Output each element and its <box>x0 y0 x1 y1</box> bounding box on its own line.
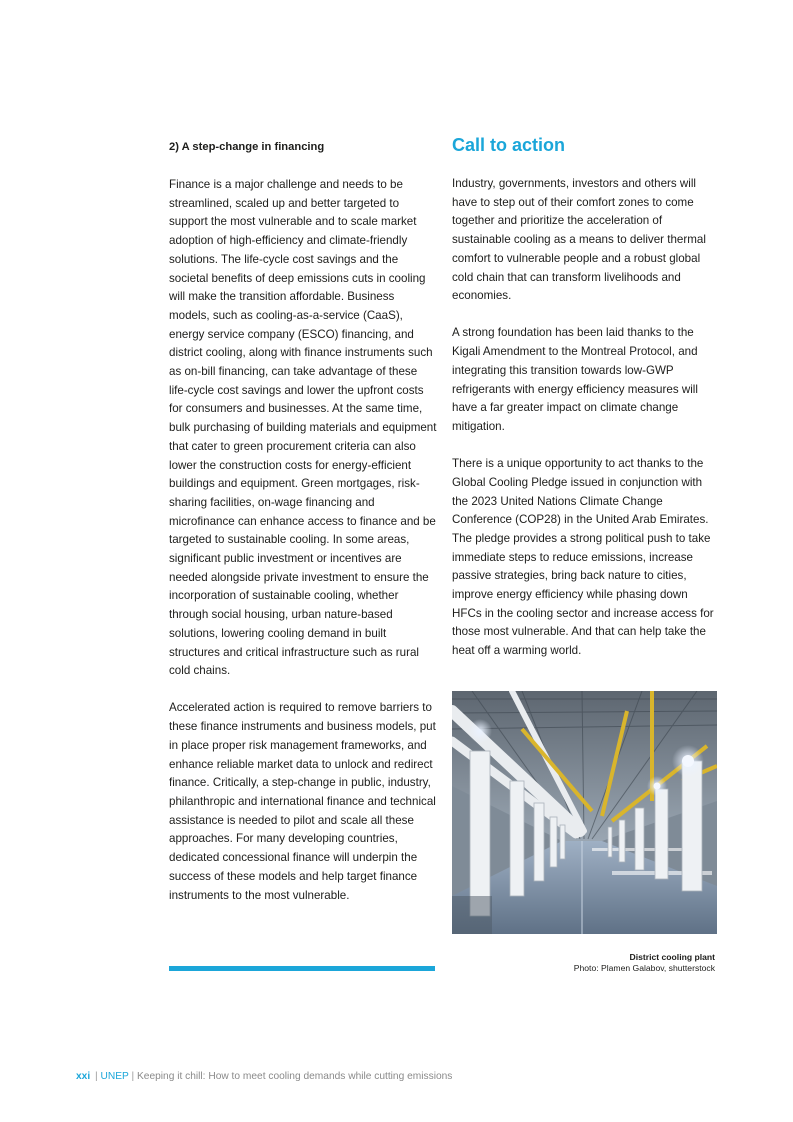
footer-separator: | <box>131 1071 135 1082</box>
page-footer <box>76 1071 452 1082</box>
left-column <box>169 138 437 905</box>
caption-credit: Photo: Plamen Galabov, shutterstock <box>573 963 715 973</box>
cta-paragraph-3: There is a unique opportunity to act thanks to the Global Cooling Pledge issued in conjunction with the 2023 United Nations Climate Change Conference (COP28) in the United Arab Emirates. The pledge provides a strong political push to take immediate steps to reduce emissions, increase passive strategies, bring back nature to cities, improve energy efficiency while phasing down HFCs in the cooling sector and increase access for those most vulnerable. And that can help take the heat off a warming world. <box>452 457 714 658</box>
photo-caption <box>452 952 715 974</box>
page-number: xxi <box>76 1071 91 1082</box>
accent-rule <box>169 966 435 971</box>
district-cooling-plant-photo <box>452 691 717 934</box>
call-to-action-heading: Call to action <box>452 135 566 155</box>
footer-org: UNEP <box>100 1071 129 1082</box>
cooling-plant-illustration <box>452 691 717 934</box>
footer-report-title: Keeping it chill: How to meet cooling demands while cutting emissions <box>136 1071 453 1082</box>
caption-title: District cooling plant <box>629 952 715 962</box>
financing-paragraph-1: Finance is a major challenge and needs to be streamlined, scaled up and better targeted to support the most vulnerable and to scale market adoption of high-efficiency and climate-friendly solutions. The life-cycle cost savings and the societal benefits of deep emissions cuts in cooling will make the transition affordable. Business models, such as cooling-as-a-service (CaaS), energy service company (ESCO) financing, and district cooling, along with finance instruments such as on-bill financing, can take advantage of these life-cycle cost savings and lower the upfront costs for consumers and businesses. At the same time, bulk purchasing of building materials and equipment that cater to green procurement criteria can also lower the construction costs for energy-efficient buildings and equipment. Green mortgages, risk-sharing facilities, on-wage financing and microfinance can enhance access to finance and be targeted to sustainable cooling. In some areas, significant public investment or incentives are needed alongside private investment to ensure the incorporation of sustainable cooling, whether through social housing, urban nature-based solutions, lowering cooling demand in built structures and critical infrastructure such as rural cold chains. <box>169 178 437 678</box>
cta-paragraph-1: Industry, governments, investors and others will have to step out of their comfort zones to come together and prioritize the acceleration of sustainable cooling as a means to deliver thermal comfort to vulnerable people and a robust global cold chain that can transform livelihoods and economies. <box>452 177 706 303</box>
right-column <box>452 134 717 661</box>
footer-separator: | <box>95 1071 98 1082</box>
financing-paragraph-2: Accelerated action is required to remove barriers to these finance instruments and business models, put in place proper risk management frameworks, and enhance reliable market data to unlock and redirect finance. Critically, a step-change in public, industry, philanthropic and international finance and technical assistance is needed to pilot and scale all these approaches. For many developing countries, dedicated concessional finance will underpin the success of these models and help target finance instruments to the most vulnerable. <box>169 701 436 902</box>
section-subheading: 2) A step-change in financing <box>169 141 325 153</box>
cta-paragraph-2: A strong foundation has been laid thanks to the Kigali Amendment to the Montreal Protocol, and integrating this transition towards low-GWP refrigerants with energy efficiency measures will have a far greater impact on climate change mitigation. <box>452 326 698 433</box>
